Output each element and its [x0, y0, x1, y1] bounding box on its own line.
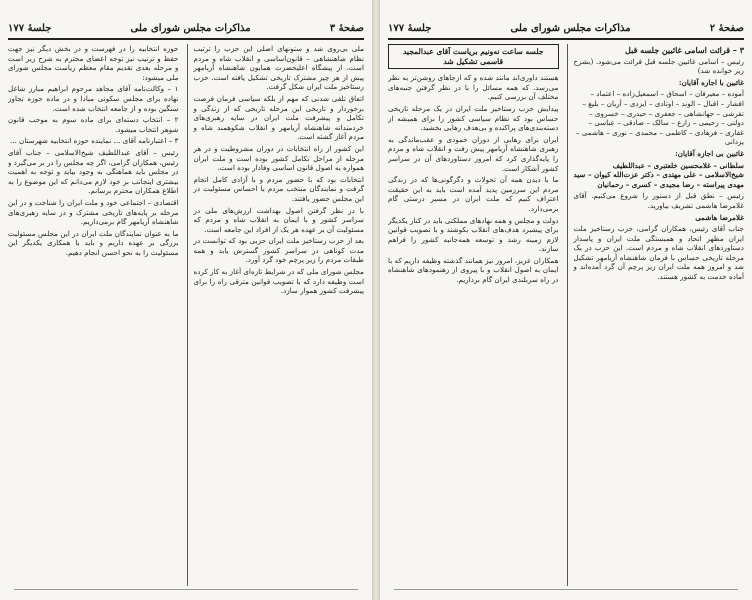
left-page-columns — [8, 44, 364, 586]
left-page-number: صفحهٔ ۳ — [329, 22, 364, 34]
left-page-right-column — [187, 44, 365, 586]
left-page — [0, 0, 372, 600]
book-gutter — [372, 0, 380, 600]
paragraph: بعد از حزب رستاخیز ملت ایران حزبی بود که توانست در مدت کوتاهی در سراسر کشور گسترش یابد و همه طبقات مردم را زیر پرچم خود گرد آورد. — [193, 236, 364, 265]
absent-unexcused-label: غائبین بی اجازه آقایان: — [675, 148, 744, 158]
paragraph: مجلس شورای ملی که در شرایط تازه‌ای آغاز به کار کرده است وظیفه دارد که با تصویب قوانین مترقی راه را برای پیشرفت کشور هموار سازد. — [193, 267, 364, 296]
right-page — [380, 0, 752, 600]
session-notice-box: جلسه ساعت نه‌ونیم بریاست آقای عبدالمجید قاسمی تشکیل شد — [388, 44, 559, 69]
right-page-columns — [388, 44, 744, 586]
footer-rule — [14, 589, 358, 590]
left-page-header — [8, 20, 364, 40]
paragraph: پیدایش حزب رستاخیز ملت ایران در یک مرحله تاریخی حساس بود که نظام سیاسی کشور را برای همیشه از دسته‌بندی‌های پراکنده و بی‌هدف رهایی بخشید. — [388, 103, 559, 133]
right-page-left-column — [388, 44, 559, 586]
absent-unexcused-names: سلطانی – غلامحسین خلعتبری – عبداللطیف شیخ‌الاسلامی – علی مهتدی – دکتر عزت‌الله کیوان – سید مهدی پیراسته – رضا مجیدی – کسری – رحمانیان — [573, 160, 744, 189]
right-page-title: مذاکرات مجلس شورای ملی — [510, 22, 631, 34]
intro-paragraph: رئیس – اسامی غائبین جلسه قبل قرائت می‌شود. (بشرح زیر خوانده شد) — [573, 56, 744, 76]
speaker-paragraph: رئیس – نطق قبل از دستور را شروع می‌کنیم. آقای غلامرضا هاشمی تشریف بیاورید. — [573, 191, 744, 210]
left-page-title: مذاکرات مجلس شورای ملی — [130, 22, 251, 34]
speaker-name: غلامرضا هاشمی — [695, 212, 744, 222]
speech-paragraph: جناب آقای رئیس، همکاران گرامی، حزب رستاخیز ملت ایران مظهر اتحاد و همبستگی ملت ایران و پاسدار دستاوردهای انقلاب شاه و مردم است. این حزب در یک مرحله تاریخی حساس با فرمان شاهنشاه آریامهر تشکیل شد و امروز همه ملت ایران زیر پرچم آن گرد آمده‌اند و آماده خدمت به کشور هستند. — [573, 224, 744, 282]
paragraph: ما با دیدن همه آن تحولات و دگرگونی‌ها که در زندگی مردم این سرزمین پدید آمده است باید به این حقیقت اعتراف کنیم که ملت ایران در مسیر درستی گام برمی‌دارد. — [388, 175, 559, 213]
paragraph: ملی بی‌روی شد و ستونهای اصلی این حزب را ترتیب نظام شاهنشاهی – قانون‌اساسی و انقلاب شاه و مردم است. از پیشگاه اعلیحضرت همایون شاهنشاه آریامهر پیش از هر چیز مشترک تاریخی تشکیل یافته است. حزب رستاخیز ملت ایران شکل گرفت. — [193, 44, 364, 92]
paragraph: با در نظر گرفتن اصول بهداشت ارزش‌های ملی در سراسر کشور و با ایمان به انقلاب شاه و مردم که مسئولیت آن بر عهده هر یک از افراد این جامعه است. — [193, 205, 364, 234]
paragraph: ۲ – انتخاب دسته‌ای برای ماده سوم به موجب قانون شوهر انتخاب میشود. — [8, 115, 179, 134]
absent-label: غائبین با اجازه آقایان: — [678, 77, 744, 87]
paragraph: همکاران عزیز، امروز نیز همانند گذشته وظیفه داریم که با ایمان به اصول انقلاب و با پیروی از رهنمودهای شاهنشاه در راه سربلندی ایران گام برداریم. — [388, 255, 559, 285]
paragraph: اقتصادی – اجتماعی خود و ملت ایران را شناخت و در این مرحله بر پایه‌های تاریخی مشترک و در سایه رهبری‌های شاهنشاه آریامهر گام برمی‌داریم. — [8, 197, 179, 227]
paragraph: انتخابات بود که با حضور مردم و با آزادی کامل انجام گرفت و نمایندگان منتخب مردم با احساس مسئولیت در این مجلس حضور یافتند. — [193, 174, 364, 203]
paragraph: دولت و مجلس و همه نهادهای مملکتی باید در کنار یکدیگر برای پیشبرد هدف‌های انقلاب بکوشند و با تصویب قوانین لازم زمینه رشد و توسعه همه‌جانبه کشور را فراهم سازند. — [388, 215, 559, 254]
paragraph: ما به عنوان نمایندگان ملت ایران در این مجلس مسئولیت بزرگی بر عهده داریم و باید با همکاری یکدیگر این مسئولیت را به نحو احسن انجام دهیم. — [8, 228, 179, 257]
absent-names: آموده – معیرفان – اسحاق – اسمعیل‌زاده – اعتماد – افشار – اقبال – الوند – اوتادی – ایزدی – آریان – بلیغ – تفرشی – جهانشاهی – جعفری – حیدری – خسروی – دولتی – رحیمی – زارع – سالک – صادقی – عباسی – غفاری – فرهادی – کاظمی – محمدی – نوری – هاشمی – یزدانی — [575, 89, 744, 147]
paragraph: هستند داوری‌اند مانند شده و که ازجاهای روشن‌تر به نظر می‌رسد. که همه مسائل را با در نظر گرفتن جنبه‌های مختلف آن بررسی کنیم. — [388, 73, 559, 102]
paragraph: ایران برای رهایی از دوران خمودی و عقب‌ماندگی به رهبری شاهنشاه آریامهر پیش رفت و انقلاب شاه و مردم را پایه‌گذاری کرد که امروز دستاوردهای آن در سراسر کشور آشکار است. — [388, 134, 559, 173]
paragraph: این کشور از راه انتخابات در دوران مشروطیت و در هر مرحله از مراحل تکامل کشور بوده است و ملت ایران همواره به اصول قانون اساسی وفادار بوده است. — [193, 143, 364, 173]
paragraph: حوزه انتخابیه را در فهرست و در بخش دیگر نیز جهت حفظ و ترتیب نیز توجه اعضای محترم به شرح زیر است و مرحله بعدی تقدیم مقام معظم ریاست مجلس شورای ملی میشود: — [8, 44, 179, 82]
right-page-session: جلسهٔ ۱۷۷ — [388, 22, 432, 34]
paragraph: اتفاق تلقی شدنی که مهم از بلکه سیاسی فرمان فرصت برخوردار و تاریخی این مرحله تاریخی که از زندگی و تکامل و پیشرفت ملت ایران در سایه رهبری‌های خردمندانه شاهنشاه آریامهر و انقلاب شکوهمند شاه و مردم آغاز گشته است. — [193, 93, 364, 142]
right-page-right-column — [567, 44, 745, 586]
paragraph: ۳ – اعتبارنامه آقای ... نماینده حوزه انتخابیه شهرستان ... — [9, 136, 179, 146]
paragraph: ۱ – وکالت‌نامه آقای مجاهد مرحوم ابراهیم مبارز شاغل نهاده برای مجلس سکونی مبادا و در ماده حوزه تجاوز سنگین بوده و از جامعه انتخاب شده است. — [8, 84, 179, 113]
right-page-number: صفحهٔ ۲ — [709, 22, 744, 34]
paragraph: رئیس – آقای عبداللطیف شیخ‌الاسلامی – جناب آقای رئیس، همکاران گرامی، اگر چه مجلس را در بر می‌گیرد و در مجلس باید هماهنگی به وجود بیاید و توجه به اهمیت بیشتری اینجانب بر خود لازم می‌دانم که این موضوع را به اطلاع همکاران محترم برسانم. — [8, 147, 179, 196]
left-page-left-column — [8, 44, 179, 586]
section-title: ۳ – قرائت اسامی غائبین جلسه قبل — [625, 45, 744, 55]
right-page-header — [388, 20, 744, 40]
left-page-session: جلسهٔ ۱۷۷ — [8, 22, 52, 34]
footer-rule — [394, 589, 738, 590]
